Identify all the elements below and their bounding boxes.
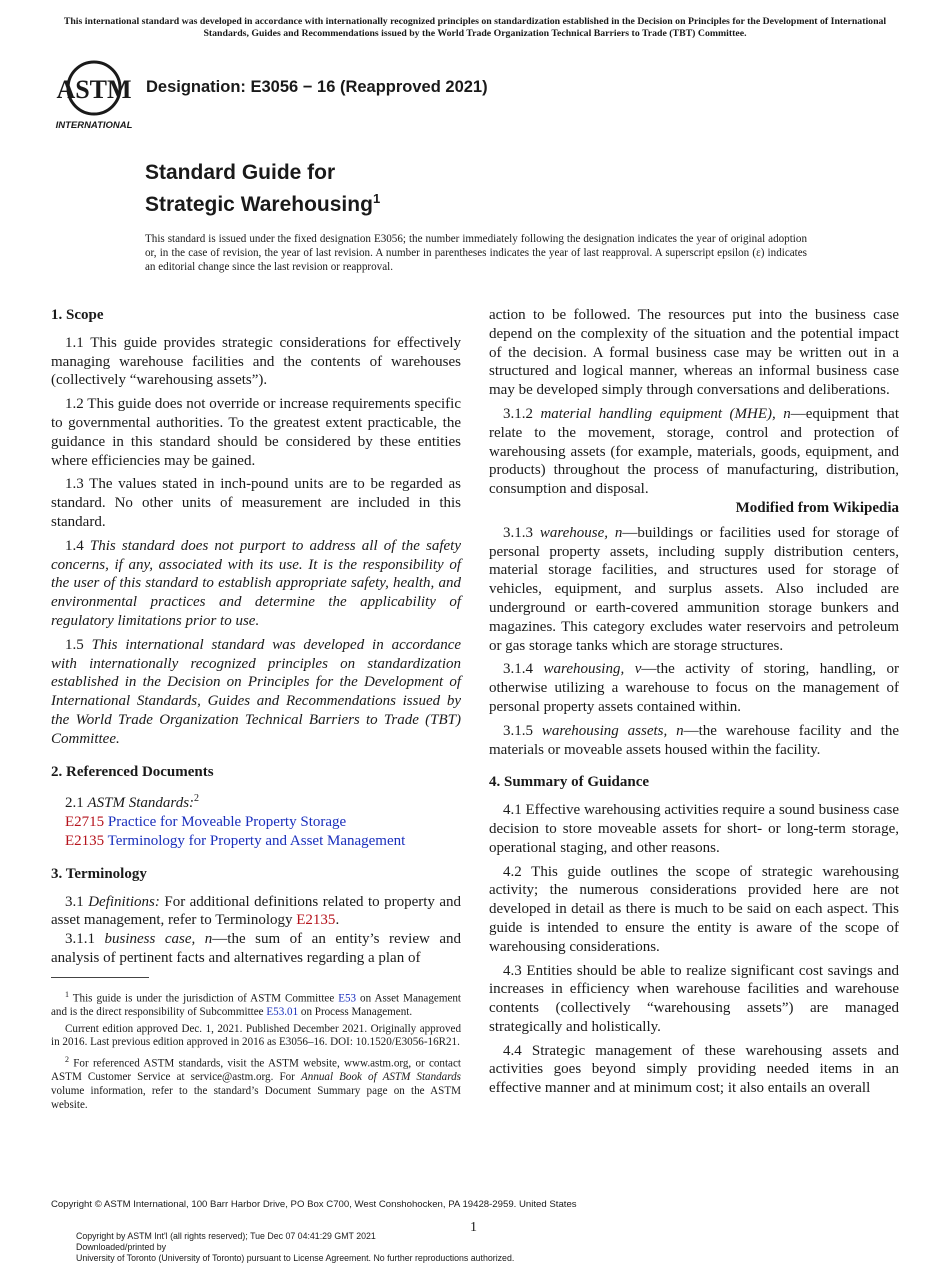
reference-item[interactable] (51, 813, 461, 832)
paragraph-3-1 (51, 893, 461, 931)
license-line: University of Toronto (University of Toronto) pursuant to License Agreement. No further reproductions authorized. (76, 1253, 515, 1263)
left-column (51, 306, 461, 973)
title-line-1: Standard Guide for (145, 161, 336, 184)
period: . (335, 912, 340, 929)
footnote-marker-2: 2 (194, 793, 200, 805)
document-title (145, 160, 380, 218)
paragraph-3-1-5 (489, 722, 899, 760)
definition-text: —the warehouse facility and the materials or moveable assets housed within the facility. (489, 722, 899, 758)
paragraph-number: 3.1.3 (503, 524, 533, 541)
license-line: Downloaded/printed by (76, 1242, 166, 1252)
paragraph-3-1-2 (489, 405, 899, 499)
footnote-text: volume information, refer to the standard’s Document Summary page on the ASTM website. (51, 1084, 461, 1111)
right-column (489, 306, 899, 1103)
footnote-1 (51, 988, 461, 1020)
committee-link[interactable]: E53 (338, 992, 357, 1005)
term: business case, n (104, 931, 213, 948)
footnote-2 (51, 1053, 461, 1112)
title-footnote-marker: 1 (372, 191, 381, 206)
astm-logo-text: ASTM (56, 75, 132, 104)
definition-text: —the activity of storing, handling, or otherwise utilizing a warehouse to focus on the management of personal property assets contained within. (489, 661, 900, 715)
paragraph-4-1: 4.1 Effective warehousing activities require a sound business case decision to store moveable assets for short- or long-term storage, operational staging, and other reasons. (489, 802, 899, 856)
paragraph-number: 3.1.5 (503, 722, 533, 739)
footnote-text: This guide is under the jurisdiction of ASTM Committee (72, 992, 335, 1005)
section-heading-scope: 1. Scope (51, 307, 104, 323)
paragraph-4-3: 4.3 Entities should be able to realize significant cost savings and increases in efficiency when warehouse facilities and warehouse contents (collectively “warehousing assets”) are managed strategically and holistically. (489, 962, 899, 1035)
issuance-statement: This standard is issued under the fixed designation E3056; the number immediately following the designation indicates the year of original adoption or, in the case of revision, the year of last revision. A number in parentheses indicates the year of last reapproval. A superscript epsilon (ε) indicates an editorial change since the last revision or reapproval. (145, 233, 807, 273)
definition-text: —the sum of an entity’s review and analysis of pertinent facts and alternatives regarding a plan of (51, 931, 461, 966)
top-note: This international standard was developed in accordance with internationally recognized principles on standardization established in the Decision on Principles for the Development of International Standards, Guides and Recommendations issued by the World Trade Organization Technical Barriers to Trade (TBT) Committee. (63, 16, 887, 39)
license-line: Copyright by ASTM Int'l (all rights reserved); Tue Dec 07 04:41:29 GMT 2021 (76, 1231, 376, 1241)
astm-standards-label: ASTM Standards: (87, 795, 195, 812)
term: warehouse, n (539, 524, 623, 541)
definitions-label: Definitions: (88, 893, 160, 910)
paragraph-1-5 (51, 636, 461, 749)
reference-code-link[interactable]: E2135 (65, 832, 105, 849)
paragraph-number: 3.1.1 (65, 931, 95, 948)
paragraph-3-1-4 (489, 660, 899, 716)
paragraph-number: 3.1 (65, 893, 84, 910)
paragraph-1-4 (51, 537, 461, 631)
footnote-text: on Asset Management and is the direct responsibility of Subcommittee (51, 992, 461, 1019)
section-heading-terminology: 3. Terminology (51, 865, 147, 882)
reference-title-link[interactable]: Terminology for Property and Asset Management (107, 832, 406, 849)
terminology-reference-link[interactable]: E2135 (296, 912, 336, 929)
page-number: 1 (470, 1220, 477, 1235)
footnote-text: For referenced ASTM standards, visit the ASTM website, www.astm.org, or contact ASTM Customer Service at service@astm.org. For (51, 1057, 461, 1084)
paragraph-number: 1.5 (65, 636, 84, 653)
reference-code-link[interactable]: E2715 (65, 814, 105, 831)
reference-title-link[interactable]: Practice for Moveable Property Storage (107, 814, 347, 831)
paragraph-number: 3.1.4 (503, 661, 533, 678)
subcommittee-link[interactable]: E53.01 (266, 1006, 299, 1019)
section-heading-summary-of-guidance: 4. Summary of Guidance (489, 774, 650, 791)
edition-note: Current edition approved Dec. 1, 2021. Published December 2021. Originally approved in 2016. Last previous edition approved in 2016 as E3056–16. DOI: 10.1520/E3056-16R21. (51, 1022, 461, 1049)
license-notice (76, 1231, 514, 1264)
term: warehousing, v (543, 661, 642, 678)
paragraph-text: For additional definitions related to property and asset management, refer to Terminology (51, 893, 462, 929)
paragraph-number: 3.1.2 (503, 405, 533, 422)
copyright-line: Copyright © ASTM International, 100 Barr Harbor Drive, PO Box C700, West Conshohocken, PA 19428-2959. United States (51, 1199, 577, 1210)
definition-text: —buildings or facilities used for storage of personal property assets, including supply distribution centers, material storage facilities, and structures used for storage of vehicles, equipment, and surplus assets. Also included are underground or earth-covered ammunition storage bunkers and magazines. This category excludes water reservoirs and petroleum or gas storage tanks which are storage structures. (489, 524, 900, 654)
paragraph-1-3: 1.3 The values stated in inch-pound units are to be regarded as standard. No other units of measurement are included in this standard. (51, 476, 461, 530)
designation: Designation: E3056 − 16 (Reapproved 2021) (146, 78, 488, 96)
footnote-text: on Process Management. (300, 1006, 413, 1019)
source-note: Modified from Wikipedia (735, 499, 899, 516)
title-line-2: Strategic Warehousing (145, 193, 373, 216)
astm-logo-subtext: INTERNATIONAL (55, 120, 133, 131)
paragraph-continuation: action to be followed. The resources put into the business case depend on the complexity of the situation and the potential impact of the decision. A formal business case may be written out in a structured and logical manner, whereas an informal business case may be developed simply through conversations and deliberations. (489, 307, 899, 399)
footnote-number: 2 (65, 1055, 69, 1065)
paragraph-3-1-3 (489, 524, 899, 656)
term: warehousing assets, n (541, 722, 684, 739)
reference-item[interactable] (51, 832, 461, 851)
astm-logo (52, 58, 136, 132)
footnotes (51, 988, 461, 1115)
paragraph-4-2: 4.2 This guide outlines the scope of strategic warehousing activity; the numerous considerations provided here are not developed in detail as there is much to be said on each aspect. This guide is intended to ensure the entity is aware of the scope of warehousing considerations. (489, 863, 899, 955)
definition-text: —equipment that relate to the movement, storage, control and protection of warehousing assets (for example, materials, goods, equipment, and products) throughout the process of manufacturing, distribution, consumption and disposal. (489, 405, 899, 498)
footnote-italic-text: Annual Book of ASTM Standards (301, 1071, 462, 1084)
paragraph-text: This standard does not purport to address all of the safety concerns, if any, associated with its use. It is the responsibility of the user of this standard to establish appropriate safety, health, and environmental practices and determine the applicability of regulatory limitations prior to use. (51, 537, 462, 629)
paragraph-1-2: 1.2 This guide does not override or increase requirements specific to governmental authorities. To the greatest extent practicable, the guidance in this standard should be considered by these entities where efficiencies may be gained. (51, 396, 461, 469)
footnote-rule (51, 977, 149, 978)
paragraph-3-1-1 (51, 930, 461, 968)
paragraph-number: 1.4 (65, 537, 84, 554)
footnote-number: 1 (65, 990, 69, 999)
section-heading-referenced-documents: 2. Referenced Documents (51, 763, 214, 780)
term: material handling equipment (MHE), n (540, 405, 791, 422)
paragraph-text: This international standard was developed in accordance with internationally recognized principles on standardization established in the Decision on Principles for the Development of International Standards, Guides and Recommendations issued by the World Trade Organization Technical Barriers to Trade (TBT) Committee. (51, 636, 462, 747)
paragraph-4-4: 4.4 Strategic management of these warehousing assets and activities goes beyond simply providing needed items in an effective manner and at minimum cost; it also entails an overall (489, 1042, 899, 1097)
paragraph-1-1: 1.1 This guide provides strategic considerations for effectively managing warehouse facilities and the contents of warehouses (collectively “warehousing assets”). (51, 334, 461, 389)
paragraph-number: 2.1 (65, 795, 84, 812)
paragraph-2-1 (51, 790, 461, 813)
